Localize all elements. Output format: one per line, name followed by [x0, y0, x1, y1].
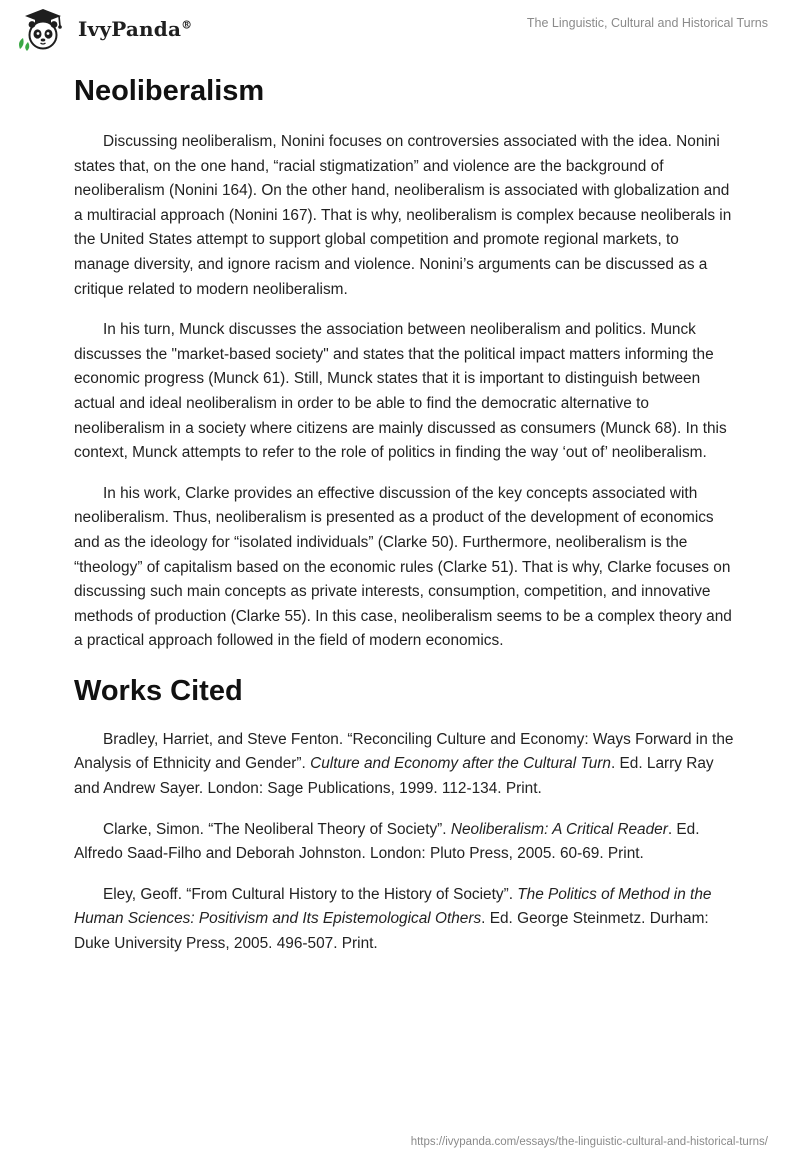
essay-content [74, 70, 734, 957]
paragraph: In his work, Clarke provides an effective discussion of the key concepts associated with neoliberalism. Thus, neoliberalism is presented as a product of the development of economics and as the ideology for “isolated individuals” (Clarke 50). Furthermore, neoliberalism is the “theology” of capitalism based on the economic rules (Clarke 51). That is why, Clarke focuses on discussing such main concepts as private interests, consumption, competition, and innovative methods of production (Clarke 55). In this case, neoliberalism seems to be a complex theory and a practical approach followed in the field of modern economics. [74, 484, 732, 650]
paragraph: Discussing neoliberalism, Nonini focuses on controversies associated with the idea. Nonini states that, on the one hand, “racial stigmatization” and violence are the background of neoliberalism (Nonini 164). On the other hand, neoliberalism is associated with globalization and a multiracial approach (Nonini 167). That is why, neoliberalism is complex because neoliberals in the United States attempt to support global competition and promote regional markets, to manage diversity, and ignore racism and violence. Nonini’s arguments can be discussed as a critique related to modern neoliberalism. [74, 133, 732, 298]
citation-text: Eley, Geoff. “From Cultural History to the History of Society”. [103, 885, 518, 903]
citation-text: . Ed. Larry Ray and Andrew Sayer. London: Sage Publications, 1999. 112-134. Print. [74, 755, 714, 798]
citation-text: . Ed. George Steinmetz. Durham: Duke University Press, 2005. 496-507. Print. [74, 910, 709, 953]
citation-text: . Ed. Alfredo Saad-Filho and Deborah Johnston. London: Pluto Press, 2005. 60-69. Print. [74, 820, 700, 863]
citation-text: Bradley, Harriet, and Steve Fenton. “Reconciling Culture and Economy: Ways Forward in the Analysis of Ethnicity and Gender”. [74, 730, 734, 773]
section-heading: Neoliberalism [74, 75, 265, 107]
works-cited-heading: Works Cited [74, 674, 243, 707]
paragraph: In his turn, Munck discusses the association between neoliberalism and politics. Munck discusses the "market-based society" and states that the political impact matters informing the economic progress (Munck 61). Still, Munck states that it is important to distinguish between actual and ideal neoliberalism in order to be able to find the democratic alternative to neoliberalism in a society where citizens are mainly discussed as consumers (Munck 68). In this context, Munck attempts to refer to the role of politics in finding the way ‘out of’ neoliberalism. [74, 321, 727, 462]
section-neoliberalism [74, 70, 734, 654]
citation-text: Clarke, Simon. “The Neoliberal Theory of Society”. [103, 820, 451, 838]
logo-wordmark-text: IvyPanda [78, 17, 182, 41]
works-cited-section [74, 670, 734, 957]
registered-mark: ® [181, 18, 193, 32]
source-url[interactable]: https://ivypanda.com/essays/the-linguistic-cultural-and-historical-turns/ [410, 1136, 768, 1148]
citation-entry [74, 728, 734, 802]
citation-title: Neoliberalism: A Critical Reader [450, 820, 668, 838]
citation-entry [74, 818, 734, 867]
citation-title: The Politics of Method in the Human Sciences: Positivism and Its Epistemological Others [74, 885, 712, 928]
page-header [0, 0, 800, 64]
ivypanda-logo[interactable] [14, 6, 192, 52]
citation-entry [74, 883, 734, 957]
citation-title: Culture and Economy after the Cultural Turn [310, 755, 611, 773]
logo-wordmark [78, 17, 192, 41]
panda-logo-icon [14, 6, 72, 52]
running-title: The Linguistic, Cultural and Historical Turns [526, 16, 768, 30]
